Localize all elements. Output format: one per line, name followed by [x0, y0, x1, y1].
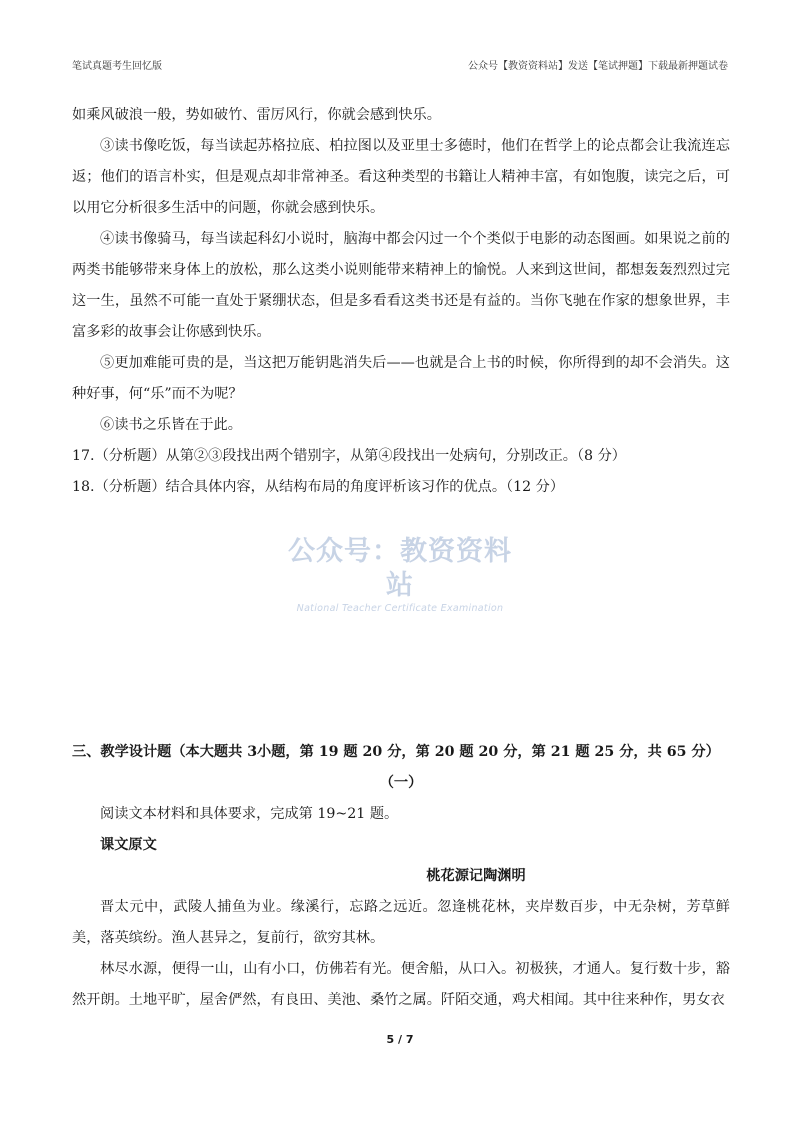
- section-3-heading: 三、教学设计题（本大题共 3小题，第 19 题 20 分，第 20 题 20 分，第 21 题 25 分，共 65 分）: [72, 744, 720, 760]
- section-3: [72, 737, 730, 1016]
- header-right-text: 公众号【教资资料站】发送【笔试押题】下载最新押题试卷: [468, 61, 728, 72]
- section-3-text-label: 课文原文: [100, 837, 157, 853]
- page-header: [72, 57, 728, 73]
- passage-continued-line: 如乘风破浪一般，势如破竹、雷厉风行，你就会感到快乐。: [72, 107, 441, 123]
- passage-content: [72, 100, 730, 503]
- passage-paragraph-6: ⑥读书之乐皆在于此。: [100, 417, 242, 433]
- section-3-instruction: 阅读文本材料和具体要求，完成第 19~21 题。: [100, 806, 399, 822]
- text-title: 桃花源记陶渊明: [426, 868, 526, 884]
- passage-paragraph-3: ③读书像吃饭，每当读起苏格拉底、柏拉图以及亚里士多德时，他们在哲学上的论点都会让我流连忘返；他们的语言朴实，但是观点却非常神圣。看这种类型的书籍让人精神丰富，有如饱腹，读完之后，可以用它分析很多生活中的问题，你就会感到快乐。: [72, 138, 730, 216]
- question-17: 17.（分析题）从第②③段找出两个错别字，从第④段找出一处病句，分别改正。（8 分）: [72, 448, 626, 464]
- header-left-text: 笔试真题考生回忆版: [72, 61, 162, 72]
- text-paragraph-2: 林尽水源，便得一山，山有小口，仿佛若有光。便舍船，从口入。初极狭，才通人。复行数十步，豁然开朗。土地平旷，屋舍俨然，有良田、美池、桑竹之属。阡陌交通，鸡犬相闻。其中往来种作，男女衣: [72, 961, 730, 1008]
- watermark-main-text: 公众号：教资资料站: [288, 536, 512, 601]
- question-18: 18.（分析题）结合具体内容，从结构布局的角度评析该习作的优点。（12 分）: [72, 479, 565, 495]
- passage-paragraph-5: ⑤更加难能可贵的是，当这把万能钥匙消失后——也就是合上书的时候，你所得到的却不会消失。这种好事，何“乐”而不为呢？: [72, 355, 730, 402]
- passage-paragraph-4: ④读书像骑马，每当读起科幻小说时，脑海中都会闪过一个个类似于电影的动态图画。如果说之前的两类书能够带来身体上的放松，那么这类小说则能带来精神上的愉悦。人来到这世间，都想轰轰烈烈过完这一生，虽然不可能一直处于紧绷状态，但是多看看这类书还是有益的。当你飞驰在作家的想象世界，丰富多彩的故事会让你感到快乐。: [72, 231, 730, 340]
- watermark-sub-text: National Teacher Certificate Examination: [296, 603, 504, 614]
- text-paragraph-1: 晋太元中，武陵人捕鱼为业。缘溪行，忘路之远近。忽逢桃花林，夹岸数百步，中无杂树，芳草鲜美，落英缤纷。渔人甚异之，复前行，欲穷其林。: [72, 899, 730, 946]
- watermark: [283, 535, 517, 614]
- section-3-part-label: （一）: [379, 775, 423, 791]
- page-number: 5 / 7: [386, 1033, 414, 1046]
